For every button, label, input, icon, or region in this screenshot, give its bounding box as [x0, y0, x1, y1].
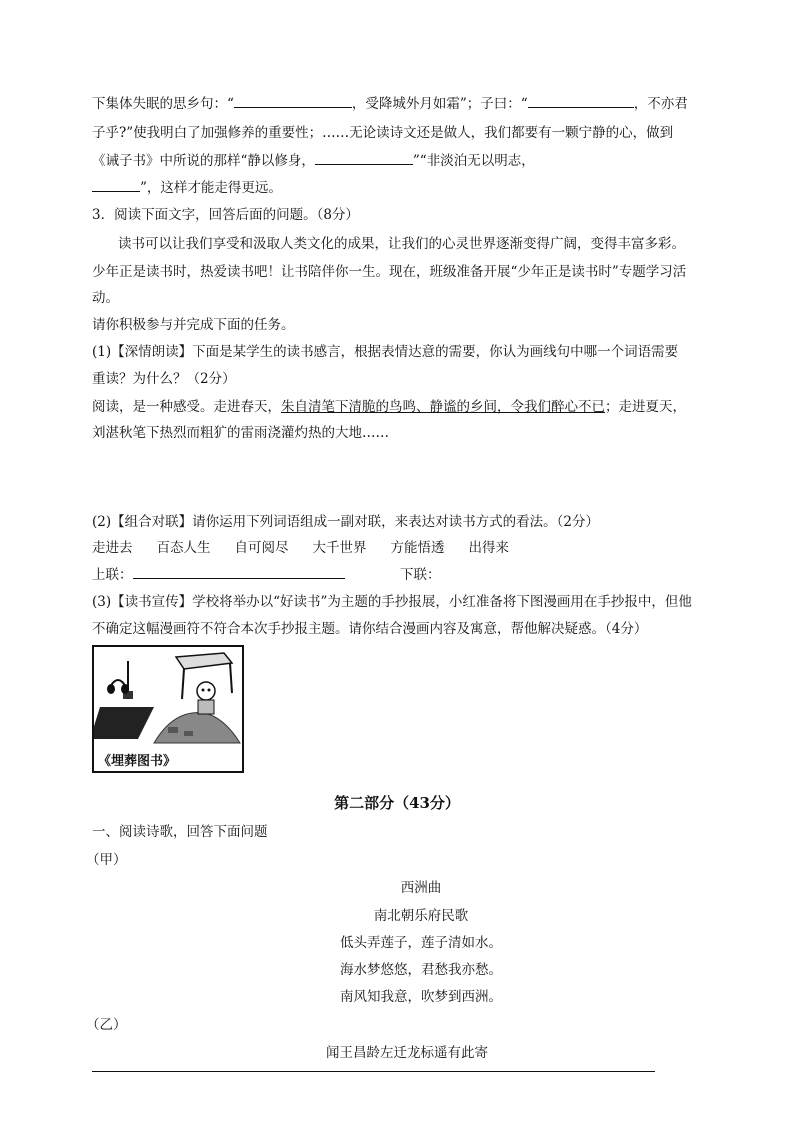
q3-task3-line1: (3)【读书宣传】学校将举办以“好读书”为主题的手抄报展，小红准备将下图漫画用在手抄报中，但他 — [92, 594, 692, 610]
word-item: 百态人生 — [156, 540, 211, 556]
q2-line1-text-c: ，不亦君 — [633, 96, 688, 112]
word-item: 方能悟透 — [390, 540, 445, 556]
q3-para-3: 动。 — [92, 290, 119, 306]
word-item: 走进去 — [92, 540, 133, 556]
q3-task3-line2: 不确定这幅漫画符不符合本次手抄报主题。请你结合漫画内容及寓意，帮他解决疑惑。（4分） — [92, 621, 648, 637]
book — [168, 727, 178, 733]
desk-top — [176, 653, 232, 669]
answer-blank-4[interactable] — [92, 177, 140, 192]
q2-line-1 — [92, 92, 688, 112]
q3-reading-line2: 刘湛秋笔下热烈而粗犷的雷雨浇灌灼热的大地…… — [92, 425, 389, 441]
upper-couplet-label: 上联： — [92, 567, 133, 583]
q2-line3-text-a: 《诫子书》中所说的那样“静以修身， — [92, 153, 315, 169]
upper-couplet-row — [92, 563, 345, 583]
poem1-line: 南风知我意，吹梦到西洲。 — [340, 989, 502, 1005]
q2-line4-text: ”，这样才能走得更远。 — [140, 180, 282, 196]
q2-line3-text-b: ”“非淡泊无以明志， — [412, 153, 535, 169]
reading-text-a: 阅读，是一种感受。走进春天， — [92, 399, 281, 415]
character-eye — [208, 689, 211, 692]
word-item: 出得来 — [468, 540, 509, 556]
dirt-mound — [154, 713, 240, 743]
q2-line-4 — [92, 176, 282, 196]
cartoon-caption: 《埋葬图书》 — [94, 750, 242, 769]
reading-text-b: ；走进夏天， — [605, 399, 686, 415]
q3-para-1: 读书可以让我们享受和汲取人类文化的成果，让我们的心灵世界逐渐变得广阔，变得丰富多彩。 — [118, 236, 685, 252]
q2-line1-text-a: 下集体失眠的思乡句：“ — [92, 96, 234, 112]
desk-leg — [230, 663, 232, 693]
character-eye — [202, 689, 205, 692]
poem1-title: 西洲曲 — [400, 880, 442, 896]
q3-task2-line: (2)【组合对联】请你运用下列词语组成一副对联，来表达对读书方式的看法。（2分） — [92, 514, 599, 530]
q3-word-list — [92, 536, 509, 556]
headphone-left — [107, 684, 115, 694]
grave-hole — [94, 707, 154, 739]
q3-title: 3．阅读下面文字，回答后面的问题。（8分） — [92, 207, 359, 223]
label-yi: （乙） — [86, 1017, 127, 1033]
q3-task1-line2: 重读？为什么？（2分） — [92, 371, 236, 387]
section1-title: 一、阅读诗歌，回答下面问题 — [92, 824, 268, 840]
q2-line1-text-b: ，受降城外月如霜”；子曰：“ — [351, 96, 528, 112]
character-head — [197, 682, 215, 700]
q3-para-2: 少年正是读书时，热爱读书吧！让书陪伴你一生。现在，班级准备开展“少年正是读书时”专题学习活 — [92, 264, 687, 280]
desk-leg — [182, 669, 184, 699]
answer-blank-3[interactable] — [315, 150, 413, 165]
part2-heading: 第二部分（43分） — [334, 794, 460, 812]
label-jia: （甲） — [86, 852, 127, 868]
q2-line-2: 子乎?”使我明白了加强修养的重要性；……无论读诗文还是做人，我们都要有一颗宁静的心，做到 — [92, 125, 674, 141]
poem2-title: 闻王昌龄左迁龙标遥有此寄 — [326, 1045, 488, 1061]
lower-couplet-label: 下联： — [400, 567, 441, 583]
headphone-right — [121, 684, 129, 694]
book — [184, 731, 193, 736]
reading-underlined-sentence: 朱自清笔下清脆的鸟鸣、静谧的乡间，令我们醉心不已 — [281, 399, 605, 415]
q2-line-3 — [92, 149, 535, 169]
poem1-author: 南北朝乐府民歌 — [373, 908, 469, 924]
bottom-rule — [92, 1071, 655, 1072]
q3-reading-line1 — [92, 395, 686, 415]
q3-instruction: 请你积极参与并完成下面的任务。 — [92, 317, 295, 333]
word-item: 大千世界 — [312, 540, 367, 556]
character-body — [198, 700, 214, 714]
cartoon-image — [92, 645, 244, 773]
upper-couplet-blank[interactable] — [133, 564, 345, 579]
answer-blank-1[interactable] — [234, 93, 352, 108]
lower-couplet-row — [400, 563, 441, 583]
poem1-line: 低头弄莲子，莲子清如水。 — [340, 935, 502, 951]
q3-task1-line1: (1)【深情朗读】下面是某学生的读书感言，根据表情达意的需要，你认为画线句中哪一个词语需要 — [92, 344, 679, 360]
poem1-line: 海水梦悠悠，君愁我亦愁。 — [340, 962, 502, 978]
word-item: 自可阅尽 — [234, 540, 289, 556]
answer-blank-2[interactable] — [528, 93, 634, 108]
